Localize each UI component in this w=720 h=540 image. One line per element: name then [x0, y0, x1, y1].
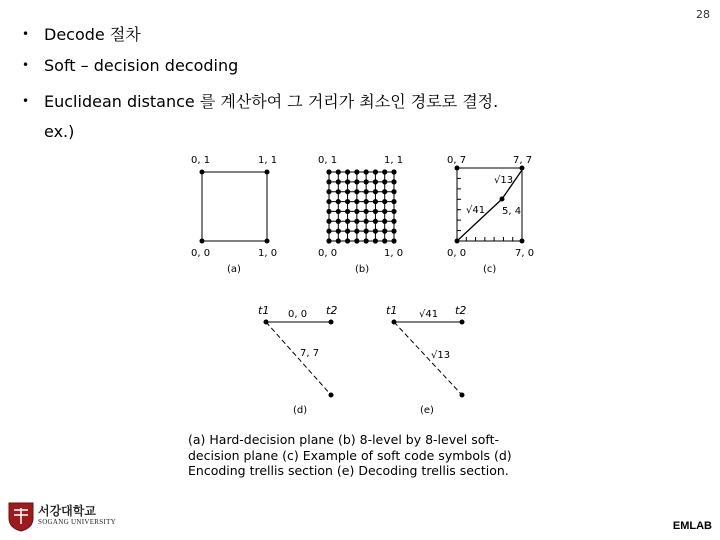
grid-point [364, 169, 369, 174]
label-c-br: 7, 0 [515, 248, 535, 259]
label-a-bl: 0, 0 [191, 248, 211, 259]
plane-b [318, 155, 403, 275]
label-d-top: 0, 0 [288, 309, 308, 320]
university-logo [6, 500, 116, 532]
grid-point [326, 189, 331, 194]
grid-point [326, 199, 331, 204]
label-d-t1: t1 [258, 304, 270, 317]
grid-point [373, 169, 378, 174]
grid-point [336, 209, 341, 214]
grid-point [345, 238, 350, 243]
bullet-text: Euclidean distance 를 계산하여 그 거리가 최소인 경로로 결정. [44, 92, 499, 111]
trellis-e [386, 304, 466, 416]
label-d: (d) [293, 405, 308, 416]
grid-point [382, 229, 387, 234]
grid-point [326, 169, 331, 174]
grid-point [345, 219, 350, 224]
grid-point [336, 179, 341, 184]
trellis-d [258, 304, 337, 416]
label-a-tr: 1, 1 [258, 155, 278, 166]
grid-point [345, 179, 350, 184]
grid-point [391, 199, 396, 204]
shield-icon [6, 500, 36, 532]
grid-point [391, 189, 396, 194]
grid-point [336, 169, 341, 174]
label-d-diag: 7, 7 [300, 348, 320, 359]
grid-point [354, 179, 359, 184]
grid-point [326, 229, 331, 234]
label-e-diag: √13 [431, 350, 451, 361]
grid-point [364, 179, 369, 184]
plane-c [447, 155, 534, 275]
grid-point [391, 169, 396, 174]
grid-point [354, 189, 359, 194]
grid-point [345, 229, 350, 234]
grid-point [382, 189, 387, 194]
grid-point [364, 189, 369, 194]
grid-point [373, 229, 378, 234]
label-b-tr: 1, 1 [384, 155, 404, 166]
grid-point [345, 209, 350, 214]
grid-point [364, 229, 369, 234]
grid-point [354, 229, 359, 234]
grid-point [382, 209, 387, 214]
label-e-t1: t1 [386, 304, 398, 317]
bullet-text: Decode 절차 [44, 25, 141, 44]
label-a-br: 1, 0 [258, 248, 278, 259]
label-c-dist-lower: √41 [466, 205, 486, 216]
grid-point [354, 169, 359, 174]
footer-lab-name: EMLAB [672, 520, 712, 532]
grid-point [373, 209, 378, 214]
grid-point [364, 238, 369, 243]
label-b-br: 1, 0 [384, 248, 404, 259]
label-b-tl: 0, 1 [318, 155, 338, 166]
grid-point [382, 219, 387, 224]
grid-point [373, 189, 378, 194]
bullet-text: Soft – decision decoding [44, 56, 239, 75]
grid-point [345, 189, 350, 194]
grid-point [326, 238, 331, 243]
grid-point [354, 238, 359, 243]
grid-point [345, 169, 350, 174]
grid-point [382, 179, 387, 184]
label-a-tl: 0, 1 [191, 155, 211, 166]
grid-point [354, 209, 359, 214]
bullet-dot-icon: • [22, 94, 30, 108]
grid-point [364, 199, 369, 204]
grid-point [373, 238, 378, 243]
example-label: ex.) [44, 122, 75, 141]
grid-point [391, 179, 396, 184]
grid-point [354, 199, 359, 204]
grid-point [326, 179, 331, 184]
grid-point [382, 238, 387, 243]
grid-point [373, 219, 378, 224]
label-e-t2: t2 [455, 304, 467, 317]
grid-point [373, 179, 378, 184]
bullet-dot-icon: • [22, 27, 30, 41]
grid-point [391, 209, 396, 214]
plane-a [191, 155, 277, 275]
label-c-tl: 0, 7 [447, 155, 467, 166]
label-d-t2: t2 [326, 304, 338, 317]
label-b-bl: 0, 0 [318, 248, 338, 259]
grid-point [336, 219, 341, 224]
label-e-top: √41 [419, 309, 439, 320]
label-c: (c) [483, 264, 497, 275]
grid-point [336, 199, 341, 204]
grid-point [336, 238, 341, 243]
label-c-tr: 7, 7 [513, 155, 533, 166]
grid-point [391, 219, 396, 224]
figure-caption: (a) Hard-decision plane (b) 8-level by 8-level soft-decision plane (c) Example of soft code symbols (d) Encoding trellis section (e) Decoding trellis section. [188, 432, 512, 478]
label-a: (a) [227, 264, 241, 275]
grid-point [382, 169, 387, 174]
grid-point [391, 229, 396, 234]
grid-point [364, 209, 369, 214]
grid-point [345, 199, 350, 204]
label-c-point: 5, 4 [502, 206, 522, 217]
logo-korean: 서강대학교 [38, 504, 96, 518]
grid-point [354, 219, 359, 224]
label-c-dist-upper: √13 [494, 175, 514, 186]
grid-point [391, 238, 396, 243]
page-number: 28 [696, 8, 710, 21]
label-c-bl: 0, 0 [447, 248, 467, 259]
grid-point [326, 219, 331, 224]
label-b: (b) [355, 264, 370, 275]
grid-point [364, 219, 369, 224]
grid-point [336, 229, 341, 234]
logo-english: SOGANG UNIVERSITY [38, 518, 117, 526]
grid-point [373, 199, 378, 204]
bullet-dot-icon: • [22, 58, 30, 72]
grid-point [336, 189, 341, 194]
label-e: (e) [420, 405, 434, 416]
grid-point [326, 209, 331, 214]
grid-point [382, 199, 387, 204]
